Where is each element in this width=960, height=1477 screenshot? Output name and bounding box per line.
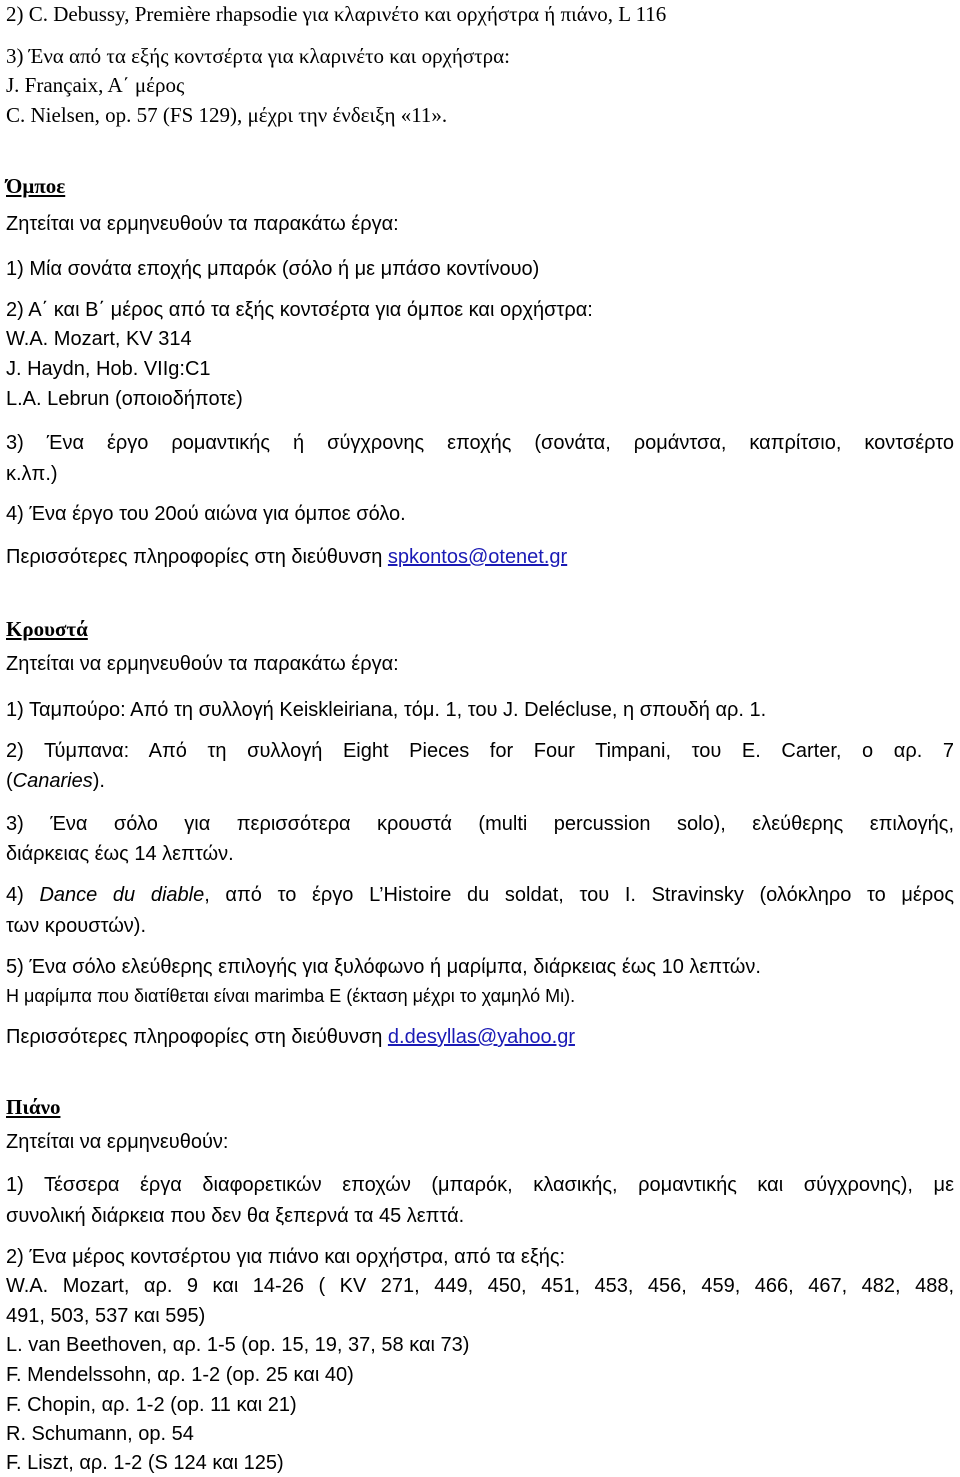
list-item: W.A. Mozart, KV 314 (6, 328, 192, 350)
section-heading-oboe: Όμποε (6, 174, 66, 198)
contact-label: Περισσότερες πληροφορίες στη διεύθυνση (6, 1026, 388, 1048)
list-item: 4) Ένα έργο του 20ού αιώνα για όμποε σόλο. (6, 503, 406, 525)
text-line: J. Françaix, A΄ μέρος (6, 73, 185, 97)
section-intro: Ζητείται να ερμηνευθούν: (6, 1131, 229, 1153)
list-item (6, 768, 954, 794)
text-line: 2) C. Debussy, Première rhapsodie για κλαρινέτο και ορχήστρα ή πιάνο, L 116 (6, 2, 667, 26)
item-number: 4) (6, 884, 40, 906)
contact-info (6, 544, 954, 570)
email-link[interactable]: spkontos@otenet.gr (387, 546, 568, 568)
list-item: 2) Ένα μέρος κοντσέρτου για πιάνο και ορχήστρα, από τα εξής: (6, 1246, 566, 1268)
list-item: 2) Τύμπανα: Από τη συλλογή Eight Pieces for Four Timpani, του E. Carter, ο αρ. 7 (6, 740, 954, 762)
list-item: F. Mendelssohn, αρ. 1-2 (op. 25 και 40) (6, 1364, 354, 1386)
list-item: 5) Ένα σόλο ελεύθερης επιλογής για ξυλόφωνο ή μαρίμπα, διάρκειας έως 10 λεπτών. (6, 956, 761, 978)
text-line: 3) Ένα από τα εξής κοντσέρτα για κλαρινέτο και ορχήστρα: (6, 44, 510, 68)
list-item-note: Η μαρίμπα που διατίθεται είναι marimba E (έκταση μέχρι το χαμηλό Μι). (6, 986, 576, 1006)
list-item: 2) A΄ και B΄ μέρος από τα εξής κοντσέρτα για όμποε και ορχήστρα: (6, 299, 593, 321)
list-item: 3) Ένα έργο ρομαντικής ή σύγχρονης εποχής (σονάτα, ρομάντσα, καπρίτσιο, κοντσέρτο (6, 432, 954, 454)
email-link[interactable]: d.desyllas@yahoo.gr (387, 1026, 575, 1048)
list-item: 3) Ένα σόλο για περισσότερα κρουστά (multi percussion solo), ελεύθερης επιλογής, (6, 813, 954, 835)
list-item: κ.λπ.) (6, 463, 58, 485)
section-heading-piano: Πιάνο (6, 1095, 61, 1119)
list-item: F. Liszt, αρ. 1-2 (S 124 και 125) (6, 1452, 284, 1474)
item-text: , από το έργο L’Histoire du soldat, του I. Stravinsky (ολόκληρο το μέρος (204, 884, 954, 906)
list-item: 1) Τέσσερα έργα διαφορετικών εποχών (μπαρόκ, κλασικής, ρομαντικής και σύγχρονης), με (6, 1174, 954, 1196)
section-intro: Ζητείται να ερμηνευθούν τα παρακάτω έργα: (6, 213, 399, 235)
paren-close: ). (92, 770, 105, 792)
section-heading-percussion: Κρουστά (6, 617, 88, 641)
list-item: διάρκειας έως 14 λεπτών. (6, 843, 234, 865)
contact-label: Περισσότερες πληροφορίες στη διεύθυνση (6, 546, 388, 568)
list-item: J. Haydn, Hob. VIIg:C1 (6, 358, 211, 380)
list-item: 1) Ταμπούρο: Από τη συλλογή Keiskleiriana, τόμ. 1, του J. Delécluse, η σπουδή αρ. 1. (6, 699, 767, 721)
italic-title: Dance du diable (39, 884, 205, 906)
list-item: 1) Μία σονάτα εποχής μπαρόκ (σόλο ή με μπάσο κοντίνουο) (6, 258, 540, 280)
list-item: συνολική διάρκεια που δεν θα ξεπερνά τα 45 λεπτά. (6, 1205, 465, 1227)
italic-title: Canaries (12, 770, 93, 792)
text-line: C. Nielsen, op. 57 (FS 129), μέχρι την ένδειξη «11». (6, 103, 448, 127)
list-item: R. Schumann, op. 54 (6, 1423, 194, 1445)
list-item (6, 882, 954, 908)
contact-info (6, 1024, 954, 1050)
paren-open: ( (6, 770, 13, 792)
list-item: των κρουστών). (6, 915, 147, 937)
list-item: F. Chopin, αρ. 1-2 (op. 11 και 21) (6, 1394, 297, 1416)
list-item: L.A. Lebrun (οποιοδήποτε) (6, 388, 243, 410)
list-item: W.A. Mozart, αρ. 9 και 14-26 ( KV 271, 449, 450, 451, 453, 456, 459, 466, 467, 482, 488, (6, 1275, 954, 1297)
list-item: 491, 503, 537 και 595) (6, 1305, 206, 1327)
list-item: L. van Beethoven, αρ. 1-5 (op. 15, 19, 37, 58 και 73) (6, 1334, 470, 1356)
section-intro: Ζητείται να ερμηνευθούν τα παρακάτω έργα: (6, 653, 399, 675)
